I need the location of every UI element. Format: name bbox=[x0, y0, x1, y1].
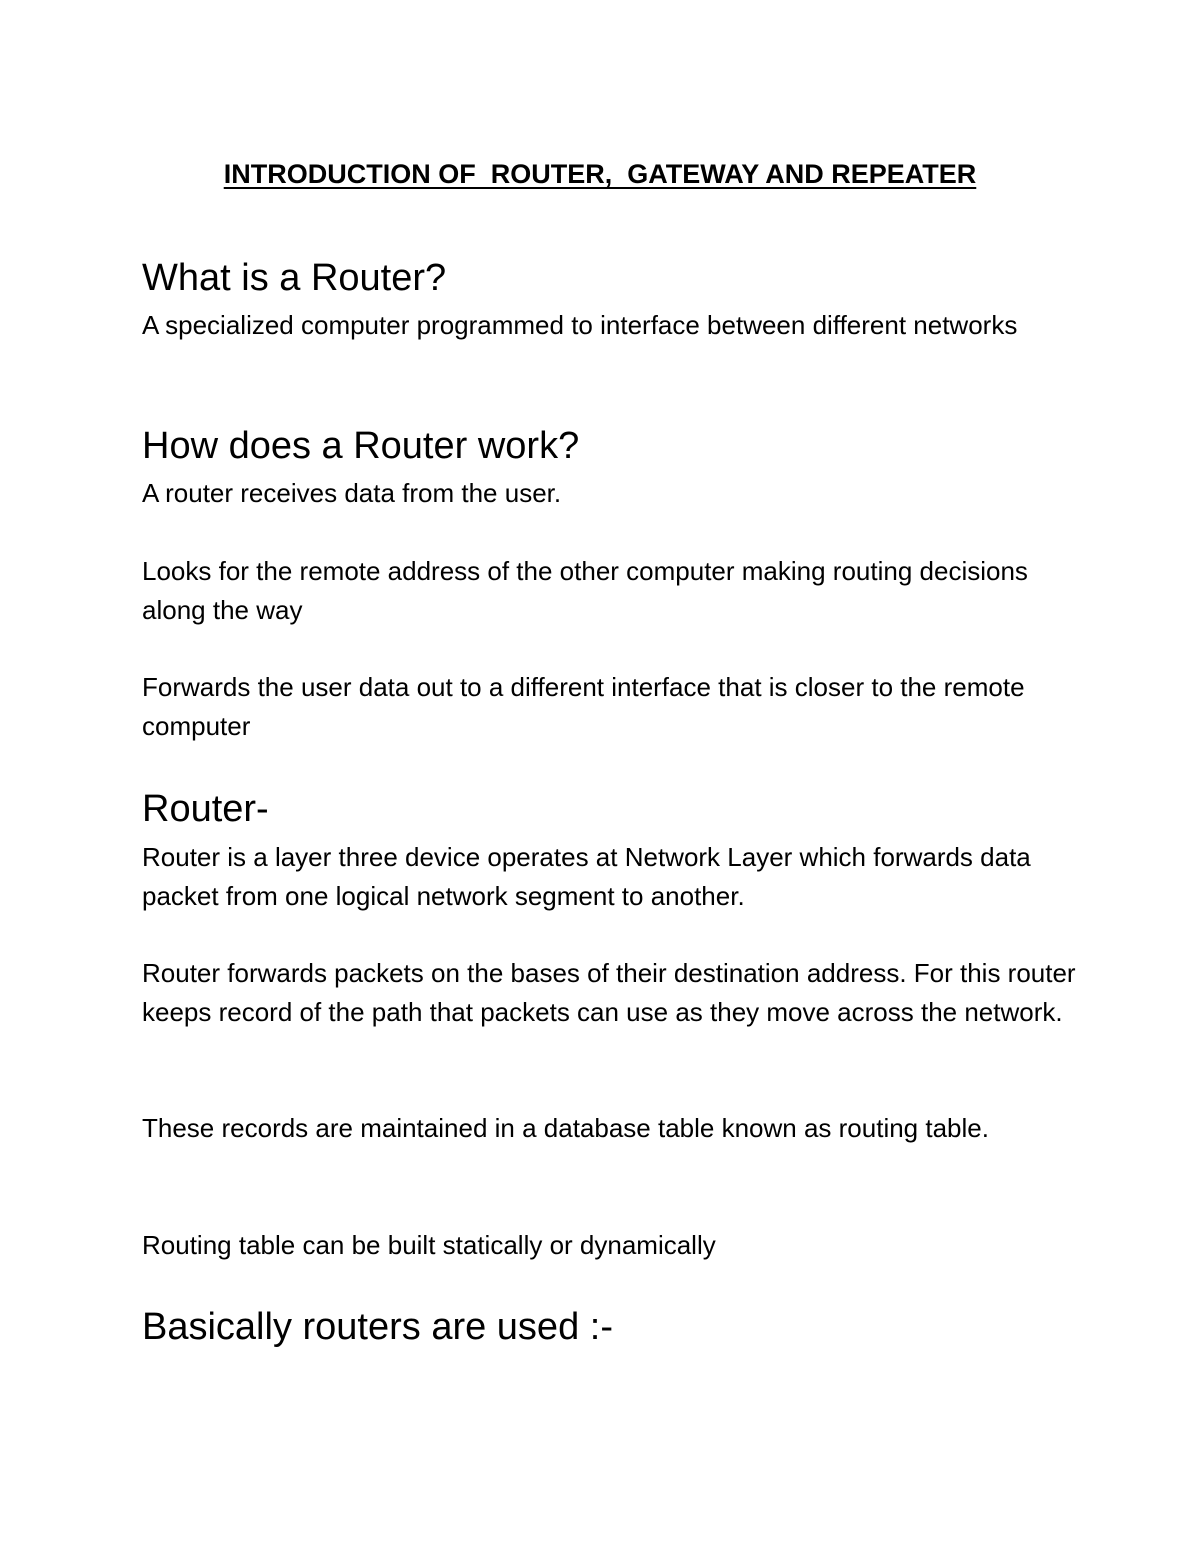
paragraph-router-receives: A router receives data from the user. bbox=[142, 478, 562, 508]
document-title: INTRODUCTION OF ROUTER, GATEWAY AND REPEATER bbox=[223, 159, 977, 189]
paragraph-routing-records: These records are maintained in a database table known as routing table. bbox=[142, 1113, 989, 1143]
paragraph-routing-table: Routing table can be built statically or dynamically bbox=[142, 1230, 716, 1260]
section-heading-what-is-router: What is a Router? bbox=[142, 257, 447, 299]
section-heading-routers-used: Basically routers are used :- bbox=[142, 1306, 613, 1348]
section-heading-how-router-works: How does a Router work? bbox=[142, 425, 580, 467]
paragraph-router-forwards: Forwards the user data out to a different interface that is closer to the remote computer bbox=[142, 672, 1025, 741]
paragraph-router-definition: A specialized computer programmed to interface between different networks bbox=[142, 310, 1018, 340]
paragraph-router-layer-three: Router is a layer three device operates at Network Layer which forwards data packet from one logical network segment to another. bbox=[142, 842, 1031, 911]
section-heading-router: Router- bbox=[142, 788, 269, 830]
paragraph-router-looks: Looks for the remote address of the other computer making routing decisions along the way bbox=[142, 556, 1028, 625]
paragraph-router-destination: Router forwards packets on the bases of their destination address. For this router keeps record of the path that packets can use as they move across the network. bbox=[142, 958, 1076, 1027]
